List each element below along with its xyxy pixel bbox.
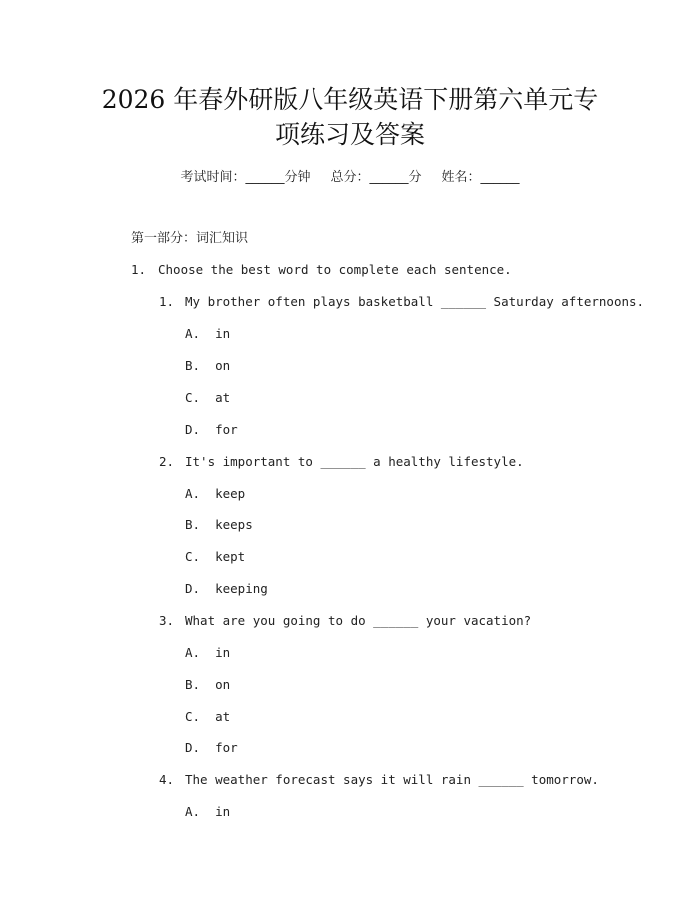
instruction-text: Choose the best word to complete each sentence. (158, 262, 512, 277)
answer-option: A. in (185, 804, 231, 819)
question-text: It's important to ______ a healthy lifestyle. (185, 454, 524, 469)
document-title-line-2: 项练习及答案 (274, 120, 425, 149)
question-text: The weather forecast says it will rain ______ tomorrow. (185, 772, 599, 787)
document-title-line-1: 2026 年春外研版八年级英语下册第六单元专 (101, 85, 599, 114)
answer-option: A. keep (185, 486, 246, 501)
question-text: What are you going to do ______ your vacation? (185, 613, 532, 628)
question-number: 4. (159, 772, 175, 787)
total-score-field: 总分：______分 (330, 170, 422, 185)
answer-option: B. keeps (185, 517, 253, 532)
instruction-number: 1. (131, 262, 147, 277)
answer-option: D. for (185, 422, 238, 437)
answer-option: B. on (185, 358, 231, 373)
student-name-field: 姓名：______ (441, 170, 520, 185)
answer-option: D. for (185, 740, 238, 755)
exam-meta-row (0, 168, 700, 188)
answer-option: C. kept (185, 549, 246, 564)
question-number: 2. (159, 454, 175, 469)
question-number: 3. (159, 613, 175, 628)
question-text: My brother often plays basketball ______ Saturday afternoons. (185, 294, 645, 309)
exam-time-field: 考试时间：______分钟 (180, 170, 311, 185)
answer-option: C. at (185, 709, 231, 724)
answer-option: A. in (185, 645, 231, 660)
section-title: 第一部分：词汇知识 (131, 231, 249, 246)
question-number: 1. (159, 294, 175, 309)
answer-option: C. at (185, 390, 231, 405)
answer-option: A. in (185, 326, 231, 341)
answer-option: D. keeping (185, 581, 268, 596)
answer-option: B. on (185, 677, 231, 692)
